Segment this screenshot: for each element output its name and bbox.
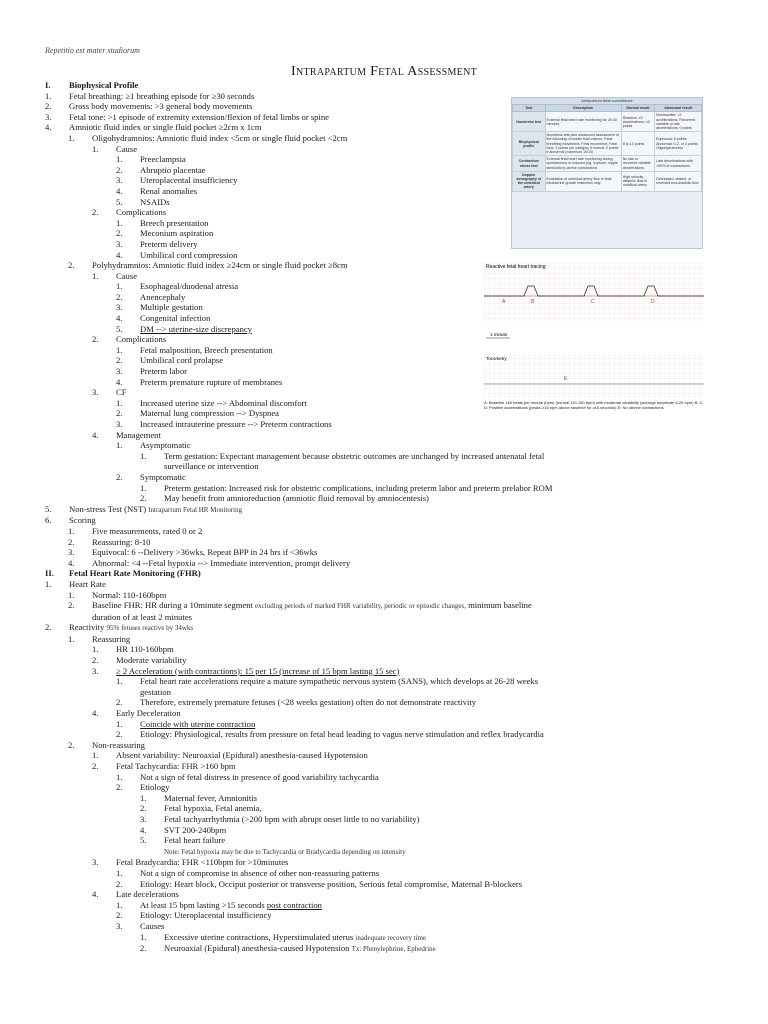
outline-item	[0, 708, 600, 719]
outline-marker: 2.	[45, 622, 52, 633]
outline-note: 95% fetuses reactive by 34wks	[106, 624, 194, 633]
outline-text: Therefore, extremely premature fetuses (<28 weeks gestation) often do not demonstrate reactivity	[140, 697, 477, 708]
outline-text: Term gestation: Expectant management because obstetric outcomes are unchanged by increased antenatal fetal surveillance or intervention	[164, 450, 545, 472]
outline-marker: 2.	[140, 493, 147, 504]
outline-text: Equivocal: 6 --Delivery >36wks, Repeat BPP in 24 hrs if <36wks	[92, 547, 318, 558]
outline-item	[0, 910, 600, 921]
outline-text: Increased intrauterine pressure --> Preterm contractions	[140, 419, 332, 429]
outline-note: Tx: Phenylephrine, Ephedrine	[351, 945, 436, 954]
outline-text: Esophageal/duodenal atresia	[140, 281, 239, 292]
table-row	[513, 171, 702, 191]
outline-marker: 2.	[116, 291, 123, 302]
outline-text: Complications	[116, 334, 167, 345]
outline-text: Reactivity	[69, 622, 105, 633]
outline-marker: 2.	[116, 408, 123, 419]
outline-item	[0, 761, 600, 772]
outline-text: Neuroaxial (Epidural) anesthesia-caused Hypotension	[164, 943, 350, 954]
letter-d: D	[651, 299, 655, 305]
outline-marker: 2.	[116, 878, 123, 889]
outline-marker: 1.	[92, 644, 99, 655]
outline-text: Cause	[116, 143, 138, 154]
outline-marker: 3.	[92, 857, 99, 868]
table-header: Abnormal result	[655, 105, 702, 112]
outline-marker: 4.	[140, 824, 147, 835]
table-row	[513, 112, 702, 132]
outline-marker: 1.	[92, 270, 99, 281]
outline-text: Not a sign of compromise in absence of other non-reassuring patterns	[140, 867, 380, 878]
outline-marker: 1.	[116, 217, 123, 228]
outline-marker: 2.	[116, 355, 123, 366]
outline-marker: 3.	[140, 813, 147, 824]
outline-marker: 1.	[116, 676, 123, 687]
outline-marker: 2.	[140, 803, 147, 814]
table-row	[513, 132, 702, 156]
outline-marker: 4.	[45, 122, 52, 133]
outline-item	[0, 144, 600, 155]
outline-marker: 3.	[45, 111, 52, 122]
outline-text: Fetal Bradycardia: FHR <110bpm for >10minutes	[116, 857, 289, 868]
outline-item	[0, 504, 600, 516]
table-caption: Antepartum fetal surveillance	[512, 98, 702, 104]
outline-marker: 3.	[116, 302, 123, 313]
outline-marker: 1.	[140, 450, 147, 461]
page-motto: Repetitio est mater studiorum	[45, 46, 140, 55]
outline-item	[0, 825, 600, 836]
outline-text: Fetal malposition, Breech presentation	[140, 344, 273, 355]
outline-text: Breech presentation	[140, 217, 209, 228]
outline-marker: 2.	[92, 207, 99, 218]
table-cell: External fetal heart rate monitoring for 20-40 minutes	[545, 112, 621, 132]
tracing-svg	[484, 258, 704, 398]
outline-text: Polyhydramnios: Amniotic fluid index ≥24cm or single fluid pocket ≥8cm	[92, 260, 348, 271]
outline-text: Amniotic fluid index or single fluid pocket ≥2cm x 1cm	[69, 122, 262, 133]
outline-text: Fetal heart rate accelerations require a mature sympathetic nervous system (SANS), which develops at 26-28 weeks gestation	[140, 676, 539, 697]
table-header: Normal result	[621, 105, 654, 112]
outline-marker: 1.	[68, 633, 75, 644]
outline-text: Fetal heart failure	[164, 835, 226, 846]
outline-underlined: post contraction	[266, 899, 322, 910]
outline-item	[0, 186, 600, 197]
table-cell: Contraction stress test	[513, 156, 546, 172]
outline-item	[0, 772, 600, 783]
outline-text: Abnormal: <4 --Fetal hypoxia --> Immediate intervention, prompt delivery	[92, 557, 351, 568]
outline-marker: 2.	[45, 101, 52, 112]
outline-item	[0, 430, 600, 441]
outline-text: Renal anomalies	[140, 185, 198, 196]
outline-item	[0, 634, 600, 645]
tracing-label: Reactive fetal heart tracing	[486, 264, 546, 270]
outline-text: Fetal breathing: ≥1 breathing episode for ≥30 seconds	[69, 90, 255, 101]
outline-text: Meconium aspiration	[140, 228, 214, 239]
outline-item	[0, 547, 600, 558]
outline-item	[0, 676, 600, 697]
outline-text: Etiology: Uteroplacental insufficiency	[140, 910, 272, 921]
outline-marker: 1.	[116, 344, 123, 355]
outline-marker: 3.	[92, 387, 99, 398]
outline-text: Multiple gestation	[140, 302, 203, 313]
outline-marker: II.	[45, 568, 54, 579]
outline-marker: 5.	[45, 503, 52, 514]
outline-text: Preterm gestation: Increased risk for obstetric complications, including preterm labor and preterm prelabor ROM	[164, 482, 553, 493]
outline-text: Abruptio placentae	[140, 164, 206, 175]
outline-text: Preterm labor	[140, 366, 188, 377]
table-cell: Decreased, absent, or reversed end-diastolic flow	[655, 171, 702, 191]
outline-text: Cause	[116, 270, 138, 281]
outline-marker: 1.	[45, 90, 52, 101]
outline-text: May benefit from amnioreduction (amniotic fluid removal by amniocentesis)	[164, 493, 429, 504]
outline-note: Intrapartum Fetal HR Monitoring	[148, 505, 243, 514]
outline-note: Note: Fetal hypoxia may be due to Tachycardia or Bradycardia depending on intensity	[164, 847, 406, 856]
outline-text: Gross body movements: >3 general body movements	[69, 101, 253, 112]
outline-item	[0, 750, 600, 761]
outline-marker: 1.	[116, 440, 123, 451]
outline-text: NSAIDs	[140, 196, 170, 207]
outline-item	[0, 793, 600, 804]
table-cell: Evaluation of umbilical artery flow in fetal intrauterine growth restriction only	[545, 171, 621, 191]
outline-text: Non-stress Test (NST)	[69, 503, 147, 514]
outline-marker: 1.	[68, 525, 75, 536]
table-cell: Nonstress test	[513, 112, 546, 132]
outline-marker: 5.	[140, 835, 147, 846]
outline-item	[0, 622, 600, 634]
outline-text: Preterm premature rupture of membranes	[140, 376, 283, 387]
outline-item	[0, 846, 600, 858]
outline-item	[0, 122, 600, 133]
toco-grid	[484, 354, 704, 398]
outline-text: Absent variability: Neuroaxial (Epidural) anesthesia-caused Hypotension	[116, 750, 368, 761]
outline-text: Maternal lung compression --> Dyspnea	[140, 408, 279, 419]
surveillance-table	[512, 104, 702, 191]
outline-marker: 3.	[116, 920, 123, 931]
outline-text: Causes	[140, 920, 165, 931]
outline-marker: 2.	[68, 536, 75, 547]
outline-item	[0, 666, 600, 677]
outline-marker: 4.	[116, 185, 123, 196]
outline-text: DM --> uterine-size discrepancy	[140, 323, 252, 334]
outline-marker: I.	[45, 80, 51, 90]
outline-marker: 2.	[116, 729, 123, 740]
outline-marker: 2.	[92, 761, 99, 771]
outline-item	[0, 537, 600, 548]
outline-item	[0, 197, 600, 208]
letter-a: A	[502, 299, 506, 305]
table-cell: High-velocity diastolic flow in umbilical artery	[621, 171, 654, 191]
outline-marker: 4.	[92, 708, 99, 719]
outline-marker: 4.	[116, 376, 123, 387]
outline-marker: 2.	[68, 739, 75, 750]
outline-item	[0, 165, 600, 176]
outline-text: Moderate variability	[116, 655, 187, 666]
outline-marker: 1.	[92, 143, 99, 154]
table-cell: Late decelerations with >50% of contractions	[655, 156, 702, 172]
outline-text: Baseline FHR: HR during a 10minute segment	[92, 600, 253, 611]
outline-item	[0, 579, 600, 590]
outline-marker: 1.	[116, 771, 123, 782]
outline-marker: 2.	[116, 782, 123, 793]
outline-text: Complications	[116, 207, 167, 218]
outline-item	[0, 91, 600, 102]
outline-item	[0, 943, 600, 955]
outline-item	[0, 655, 600, 666]
tracing-caption: A: Baseline 160 beats per minute (bpm) (normal 110-160 bpm) with moderate variability (average amplitude 6-25 bpm) B, C, D: Positive accelerations (peaks ≥15 bpm above baseline for ≥15 seconds) E: No uterine contractions	[484, 400, 704, 410]
outline-text: Management	[116, 429, 161, 440]
outline-item	[0, 814, 600, 825]
outline-text: Coincide with uterine contraction	[140, 718, 256, 729]
outline-item	[0, 133, 600, 144]
outline-item	[0, 932, 600, 944]
outline-item	[0, 590, 600, 601]
outline-item	[0, 568, 600, 579]
outline-text: Early Deceleration	[116, 708, 181, 719]
outline-text: Congenital infection	[140, 313, 211, 324]
outline-text: Heart Rate	[69, 578, 106, 589]
outline-marker: 1.	[116, 899, 123, 910]
outline-marker: 5.	[116, 323, 123, 334]
outline-marker: 4.	[92, 429, 99, 440]
table-cell: No late or recurrent variable decelerations	[621, 156, 654, 172]
outline-text: Scoring	[69, 515, 96, 526]
outline-marker: 1.	[116, 281, 123, 292]
outline-item	[0, 740, 600, 751]
outline-item	[0, 921, 600, 932]
fetal-heart-tracing-figure	[484, 258, 704, 428]
outline-marker: 2.	[116, 910, 123, 921]
outline-item	[0, 558, 600, 569]
outline-marker: 4.	[92, 889, 99, 900]
outline-item	[0, 729, 600, 740]
letter-c: C	[591, 299, 595, 305]
outline-item	[0, 175, 600, 186]
outline-text: Biophysical Profile	[69, 80, 139, 90]
outline-item	[0, 80, 600, 91]
outline-text: Preterm delivery	[140, 238, 198, 249]
surveillance-table-figure	[511, 97, 703, 249]
outline-marker: 2.	[116, 697, 123, 708]
outline-marker: 1.	[116, 867, 123, 878]
page-title: Intrapartum Fetal Assessment	[291, 64, 477, 79]
table-row	[513, 156, 702, 172]
table-header-row	[513, 105, 702, 112]
outline-marker: 2.	[92, 655, 99, 666]
outline-text-cont: minimum baseline duration of at least 2 minutes	[92, 600, 532, 622]
outline-marker: 2.	[116, 164, 123, 175]
outline-item	[0, 889, 600, 900]
table-header: Test	[513, 105, 546, 112]
outline-marker: 2.	[116, 471, 123, 482]
outline-text: ≥ 2 Acceleration (with contractions): 15 per 15 (increase of 15 bpm lasting 15 sec)	[116, 665, 400, 676]
table-cell: External fetal heart rate monitoring during spontaneous or induced (eg, oxytocin, nipple stimulation) uterine contractions	[545, 156, 621, 172]
letter-e: E	[564, 376, 568, 382]
outline-item	[0, 644, 600, 655]
outline-item	[0, 782, 600, 793]
outline-text: Fetal tachyarrhythmia (>200 bpm with abrupt onset little to no variability)	[164, 813, 420, 824]
outline-item	[0, 451, 600, 472]
outline-marker: 2.	[116, 228, 123, 239]
toco-label: Tocometry	[486, 356, 507, 361]
outline-item	[0, 697, 600, 708]
outline-item	[0, 600, 600, 622]
outline-text: Maternal fever, Amnionitis	[164, 792, 257, 803]
outline-item	[0, 835, 600, 846]
outline-text: Fetal Heart Rate Monitoring (FHR)	[69, 568, 201, 579]
outline-text: Fetal Tachycardia: FHR >160 bpm	[116, 761, 236, 771]
outline-text: Fetal hypoxia, Fetal anemia,	[164, 803, 262, 814]
outline-item	[0, 207, 600, 218]
outline-item	[0, 868, 600, 879]
outline-marker: 3.	[116, 175, 123, 186]
outline-marker: 2.	[140, 943, 147, 954]
fhr-grid	[484, 262, 704, 322]
outline-text: CF	[116, 387, 127, 398]
outline-marker: 6.	[45, 515, 52, 526]
outline-text: Asymptomatic	[140, 440, 191, 451]
outline-item	[0, 472, 600, 483]
outline-marker: 1.	[116, 718, 123, 729]
outline-marker: 1.	[116, 154, 123, 165]
outline-marker: 3.	[68, 547, 75, 558]
outline-item	[0, 526, 600, 537]
outline-item	[0, 101, 600, 112]
outline-marker: 1.	[140, 792, 147, 803]
minute-label: 1 minute	[490, 332, 508, 337]
outline-item	[0, 112, 600, 123]
outline-item	[0, 515, 600, 526]
outline-text: Excessive uterine contractions, Hyperstimulated uterus	[164, 931, 354, 942]
outline-text: Non-reassuring	[92, 739, 145, 750]
outline-marker: 3.	[92, 665, 99, 676]
outline-marker: 5.	[116, 196, 123, 207]
table-cell: Doppler sonography of the umbilical artery	[513, 171, 546, 191]
outline-marker: 3.	[116, 238, 123, 249]
table-cell: Biophysical profile	[513, 132, 546, 156]
outline-text: Normal: 110-160bpm	[92, 589, 167, 600]
outline-note: inadequate recovery time	[355, 933, 427, 942]
outline-item	[0, 879, 600, 890]
outline-text: SVT 200-240bpm	[164, 824, 227, 835]
table-cell: Nonstress test plus ultrasound assessment of the following: Amniotic fluid volume; Fetal breathing movement; Fetal movement; Fetal tone; 2 points per category if normal; 0 points if abnormal (maximum 10/10)	[545, 132, 621, 156]
outline-text: Etiology: Physiological, results from pressure on fetal head leading to vagus nerve stimulation and reflex bradycardia	[140, 729, 544, 740]
table-cell: Reactive: ≥2 accelerations; ≥2 points	[621, 112, 654, 132]
table-cell: Nonreactive: <2 accelerations; Recurrent variable or late decelerations; 0 points	[655, 112, 702, 132]
outline-text: Umbilical cord prolapse	[140, 355, 224, 366]
letter-b: B	[531, 299, 535, 305]
outline-text: Preeclampsia	[140, 154, 186, 165]
outline-item	[0, 218, 600, 229]
outline-text: Anencephaly	[140, 291, 186, 302]
outline-text: Etiology	[140, 782, 170, 793]
outline-text: Late decelerations	[116, 889, 179, 900]
outline-marker: 1.	[116, 397, 123, 408]
outline-marker: 1.	[68, 132, 75, 143]
outline-text: Etiology: Heart block, Occiput posterior or transverse position, Serious fetal compromise, Maternal B-blockers	[140, 878, 523, 889]
outline-item	[0, 154, 600, 165]
outline-item	[0, 483, 600, 494]
outline-text: At least 15 bpm lasting >15 seconds	[140, 899, 265, 910]
outline-item	[0, 493, 600, 504]
outline-text: Not a sign of fetal distress in presence of good variability tachycardia	[140, 771, 379, 782]
outline-marker: 3.	[116, 366, 123, 377]
outline-item	[0, 803, 600, 814]
outline-item	[0, 440, 600, 451]
outline-marker: 3.	[116, 419, 123, 429]
outline-text: Reassuring: 8-10	[92, 536, 151, 547]
outline	[0, 80, 600, 955]
outline-marker: 4.	[68, 557, 75, 568]
outline-marker: 2.	[68, 260, 75, 271]
outline-marker: 4.	[116, 249, 123, 260]
outline-text: Five measurements, rated 0 or 2	[92, 525, 203, 536]
outline-marker: 2.	[92, 334, 99, 345]
outline-text: Increased uterine size --> Abdominal discomfort	[140, 397, 307, 408]
outline-text: HR 110-160bpm	[116, 644, 174, 655]
outline-marker: 1.	[140, 482, 147, 493]
outline-item	[0, 228, 600, 239]
outline-item	[0, 900, 600, 911]
table-cell: Equivocal: 6 points; Abnormal: 0-2, or 4 points; Oligohydramnios	[655, 132, 702, 156]
outline-marker: 1.	[45, 578, 52, 589]
outline-marker: 1.	[92, 750, 99, 761]
table-cell: 8 to 10 points	[621, 132, 654, 156]
outline-text: Oligohydramnios: Amniotic fluid index <5cm or single fluid pocket <2cm	[92, 132, 348, 143]
outline-marker: 1.	[68, 589, 75, 600]
table-header: Description	[545, 105, 621, 112]
outline-text: Reassuring	[92, 633, 131, 644]
outline-note: excluding periods of marked FHR variability, periodic or episodic changes,	[255, 602, 466, 611]
outline-text: Umbilical cord compression	[140, 249, 238, 260]
outline-item	[0, 239, 600, 250]
outline-marker: 1.	[140, 931, 147, 942]
outline-text: Fetal tone: >1 episode of extremity extension/flexion of fetal limbs or spine	[69, 111, 329, 122]
outline-item	[0, 719, 600, 730]
outline-text: Symptomatic	[140, 471, 186, 482]
outline-marker: 2.	[68, 600, 75, 611]
outline-text: Uteroplacental insufficiency	[140, 175, 238, 186]
outline-item	[0, 857, 600, 868]
outline-marker: 4.	[116, 313, 123, 324]
